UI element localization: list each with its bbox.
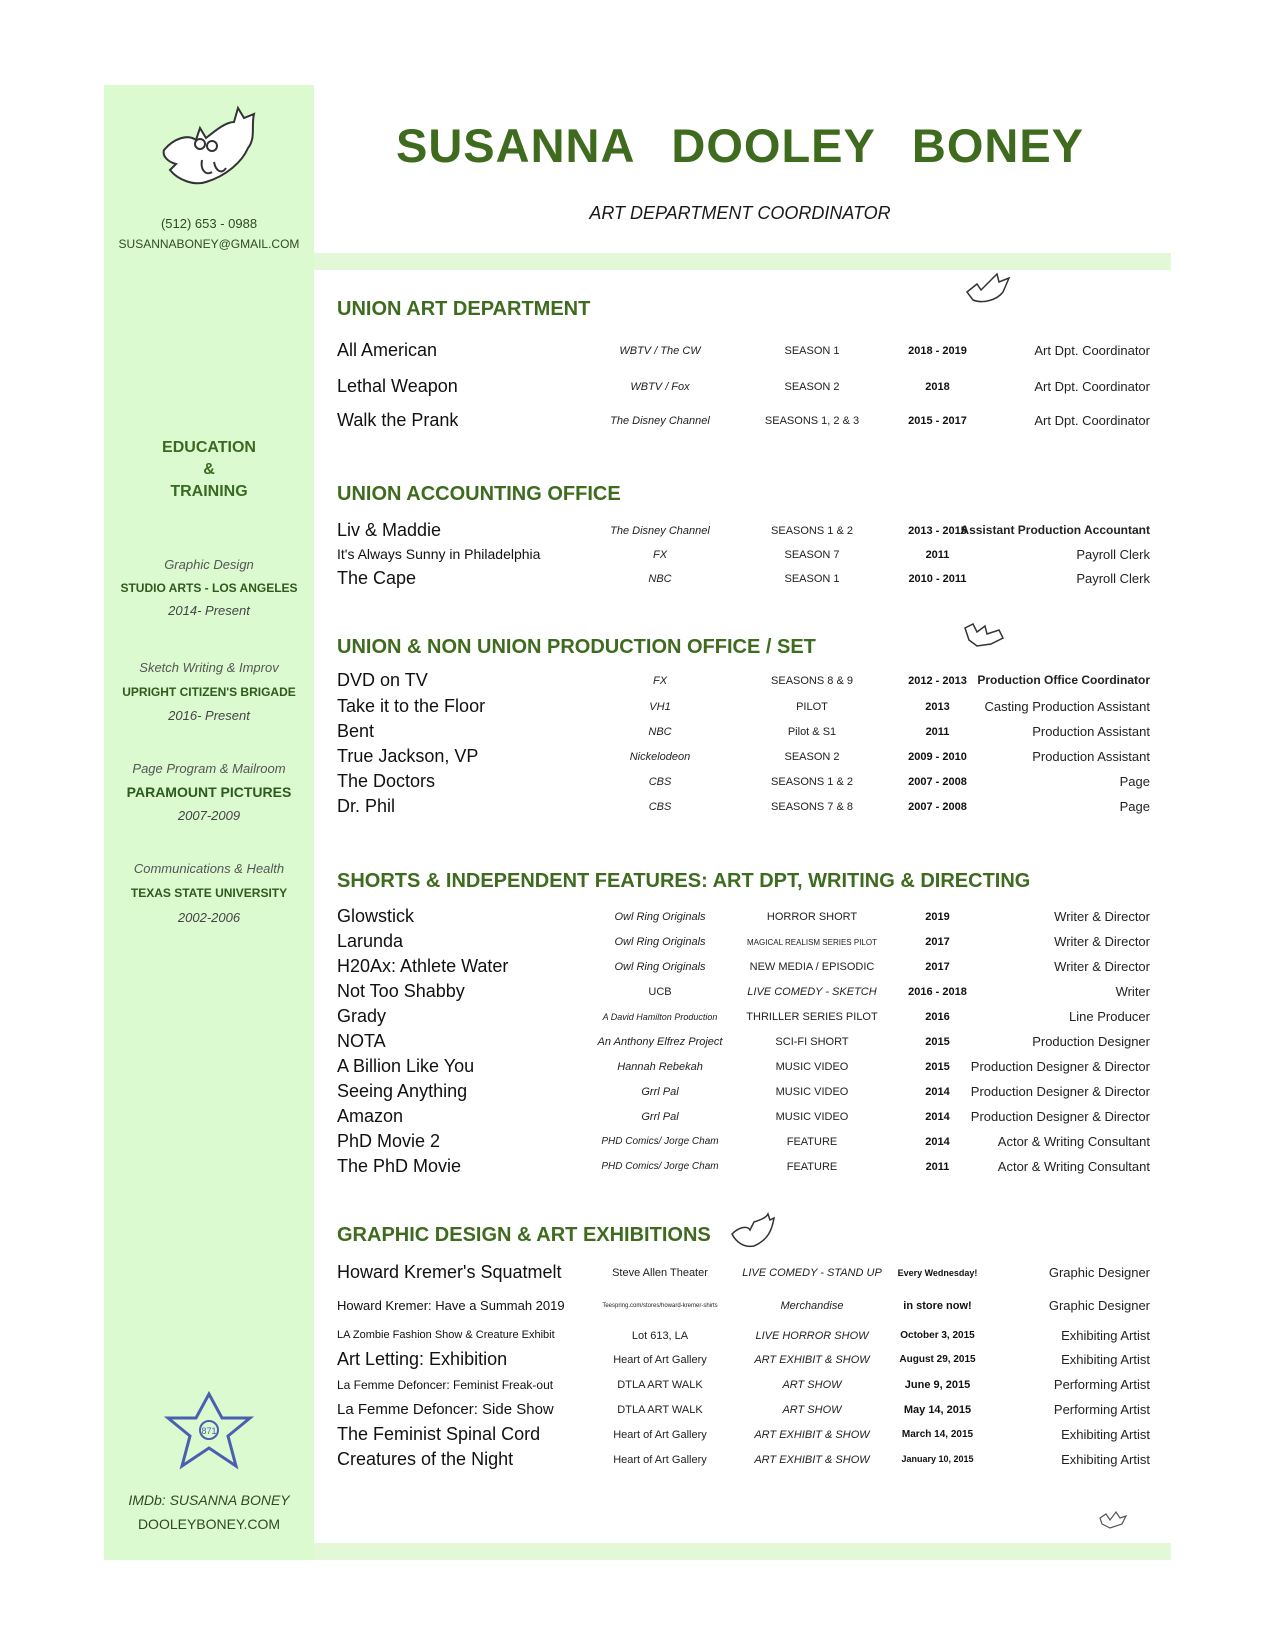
table-row	[337, 1374, 1150, 1396]
divider-band-top	[314, 253, 1171, 270]
name-first: SUSANNA	[395, 119, 636, 172]
bat-doodle-icon	[730, 1212, 776, 1250]
credit-year: 2014	[925, 1086, 950, 1098]
imdb-link[interactable]: IMDb: SUSANNA BONEY	[128, 1492, 290, 1508]
website-link[interactable]: DOOLEYBONEY.COM	[137, 1516, 281, 1532]
credit-season: THRILLER SERIES PILOT	[746, 1011, 878, 1023]
job-title: ART DEPARTMENT COORDINATOR	[589, 203, 891, 223]
table-row	[337, 1449, 1150, 1471]
credit-season: SEASONS 7 & 8	[771, 801, 853, 813]
credit-year: 2018	[925, 381, 950, 393]
bat-doodle-icon	[963, 272, 1011, 308]
credit-title: Not Too Shabby	[337, 981, 465, 1001]
credit-position: Art Dpt. Coordinator	[1034, 379, 1150, 394]
credit-title: Howard Kremer's Squatmelt	[337, 1262, 562, 1282]
credit-network: Grrl Pal	[641, 1111, 679, 1123]
credit-title: The Cape	[337, 568, 417, 588]
table-row	[337, 1156, 1150, 1178]
section-title-graphic-design: GRAPHIC DESIGN & ART EXHIBITIONS	[337, 1224, 711, 1246]
credit-season: NEW MEDIA / EPISODIC	[749, 961, 875, 973]
table-row	[337, 906, 1150, 928]
credit-title: Lethal Weapon	[337, 376, 458, 396]
education-program: Sketch Writing & Improv	[139, 660, 279, 675]
credit-title: Bent	[337, 721, 375, 741]
credit-year: 2013	[925, 701, 950, 713]
person-name	[330, 118, 1150, 173]
credit-season: MUSIC VIDEO	[775, 1111, 849, 1123]
credit-position: Performing Artist	[1053, 1402, 1150, 1417]
credit-position: Production Office Coordinator	[977, 673, 1150, 687]
credit-title: Glowstick	[337, 906, 415, 926]
credit-season: PILOT	[796, 701, 828, 713]
credit-season: SEASONS 1 & 2	[771, 776, 853, 788]
table-row	[337, 1056, 1150, 1078]
credit-position: Line Producer	[1069, 1009, 1150, 1024]
credit-year: 2015 - 2017	[908, 415, 967, 427]
education-program: Graphic Design	[164, 557, 254, 572]
divider-band-bottom	[314, 1543, 1171, 1560]
credit-title: Seeing Anything	[337, 1081, 468, 1101]
table-row	[337, 931, 1150, 953]
credit-title: It's Always Sunny in Philadelphia	[337, 546, 541, 562]
credit-season: ART EXHIBIT & SHOW	[754, 1429, 870, 1441]
credit-year: January 10, 2015	[901, 1454, 974, 1464]
credit-network: FX	[652, 549, 668, 561]
table-row	[337, 1399, 1150, 1421]
credit-network: Nickelodeon	[629, 751, 691, 763]
credit-position: Art Dpt. Coordinator	[1034, 413, 1150, 428]
credit-network: NBC	[648, 573, 672, 585]
table-row	[337, 1349, 1150, 1371]
name-last: BONEY	[911, 119, 1085, 172]
credit-title: LA Zombie Fashion Show & Creature Exhibit	[337, 1329, 555, 1341]
credit-network: Steve Allen Theater	[612, 1267, 708, 1279]
credit-season: ART SHOW	[782, 1379, 842, 1391]
credit-year: June 9, 2015	[904, 1379, 971, 1391]
credit-title: La Femme Defoncer: Side Show	[337, 1401, 554, 1418]
credit-position: Production Assistant	[1032, 749, 1150, 764]
credit-position: Writer & Director	[1054, 959, 1150, 974]
credit-position: Production Designer & Director	[970, 1084, 1150, 1099]
credit-year: 2017	[925, 961, 950, 973]
credit-position: Payroll Clerk	[1076, 571, 1150, 586]
credit-title: NOTA	[337, 1031, 386, 1051]
credit-network: Owl Ring Originals	[614, 911, 706, 923]
credit-position: Production Designer	[1032, 1034, 1150, 1049]
credit-title: Liv & Maddie	[337, 520, 442, 540]
credit-year: 2007 - 2008	[908, 776, 967, 788]
credit-year: 2011	[925, 726, 950, 738]
credit-season: ART SHOW	[782, 1404, 842, 1416]
credit-title: Dr. Phil	[337, 796, 396, 816]
credit-title: DVD on TV	[337, 670, 428, 690]
sidebar	[104, 85, 314, 1560]
table-row	[337, 568, 1150, 590]
education-heading-line-2: &	[203, 461, 215, 478]
credit-position: Art Dpt. Coordinator	[1034, 343, 1150, 358]
credit-title: Howard Kremer: Have a Summah 2019	[337, 1298, 565, 1313]
table-row	[337, 1262, 1150, 1284]
table-row	[337, 1106, 1150, 1128]
credit-position: Writer & Director	[1054, 909, 1150, 924]
table-row	[337, 1006, 1150, 1028]
credit-year: 2011	[925, 1161, 950, 1173]
contact-phone: (512) 653 - 0988	[160, 216, 258, 231]
table-row	[337, 696, 1150, 718]
credit-season: SEASONS 8 & 9	[771, 675, 853, 687]
credit-year: 2019	[925, 911, 950, 923]
credit-position: Payroll Clerk	[1076, 547, 1150, 562]
credit-position: Page	[1119, 774, 1150, 789]
credit-network: NBC	[648, 726, 672, 738]
section-title-shorts: SHORTS & INDEPENDENT FEATURES: ART DPT, WRITING & DIRECTING	[337, 870, 1031, 892]
credit-year: August 29, 2015	[899, 1354, 976, 1365]
credit-position: Actor & Writing Consultant	[997, 1159, 1150, 1174]
contact-email[interactable]: SUSANNABONEY@GMAIL.COM	[118, 237, 300, 251]
education-school: UPRIGHT CITIZEN'S BRIGADE	[122, 685, 296, 699]
credit-title: Art Letting: Exhibition	[337, 1349, 508, 1369]
credit-year: 2014	[925, 1111, 950, 1123]
education-heading-line-1: EDUCATION	[162, 439, 256, 456]
credit-season: SEASONS 1 & 2	[771, 525, 853, 537]
credit-network: Heart of Art Gallery	[613, 1354, 707, 1366]
table-row	[337, 1424, 1150, 1446]
credit-network: CBS	[648, 776, 672, 788]
credit-title: H20Ax: Athlete Water	[337, 956, 509, 976]
credit-year: 2014	[925, 1136, 950, 1148]
education-program: Page Program & Mailroom	[132, 761, 286, 776]
table-row	[337, 410, 1150, 432]
credit-network: WBTV / The CW	[619, 345, 701, 357]
credit-season: ART EXHIBIT & SHOW	[754, 1354, 870, 1366]
credit-title: La Femme Defoncer: Feminist Freak-out	[337, 1378, 554, 1392]
credit-position: Exhibiting Artist	[1061, 1427, 1150, 1442]
credit-year: 2010 - 2011	[908, 573, 967, 585]
credit-title: Amazon	[337, 1106, 404, 1126]
credit-season: SCI-FI SHORT	[775, 1036, 849, 1048]
credit-year: 2017	[925, 936, 950, 948]
table-row	[337, 544, 1150, 566]
credit-year: 2007 - 2008	[908, 801, 967, 813]
credit-year: 2015	[925, 1061, 950, 1073]
table-row	[337, 956, 1150, 978]
credit-title: All American	[337, 340, 438, 360]
credit-position: Exhibiting Artist	[1061, 1328, 1150, 1343]
credit-year: Every Wednesday!	[897, 1268, 978, 1278]
table-row	[337, 796, 1150, 818]
credit-season: FEATURE	[786, 1136, 838, 1148]
education-years: 2016- Present	[168, 708, 250, 723]
credit-position: Actor & Writing Consultant	[997, 1134, 1150, 1149]
table-row	[337, 721, 1150, 743]
education-school: STUDIO ARTS - LOS ANGELES	[120, 581, 298, 595]
credit-position: Casting Production Assistant	[984, 699, 1150, 714]
credit-season: MAGICAL REALISM SERIES PILOT	[747, 938, 877, 947]
bat-doodle-icon	[1098, 1508, 1128, 1530]
credit-network: Heart of Art Gallery	[613, 1429, 707, 1441]
credit-season: SEASON 2	[784, 381, 840, 393]
credit-title: The Doctors	[337, 771, 436, 791]
credit-year: October 3, 2015	[900, 1330, 975, 1341]
credit-year: 2013 - 2015	[908, 525, 967, 537]
credit-title: PhD Movie 2	[337, 1131, 441, 1151]
education-heading	[104, 437, 314, 503]
credit-title: A Billion Like You	[337, 1056, 475, 1076]
table-row	[337, 746, 1150, 768]
credit-title: Grady	[337, 1006, 387, 1026]
credit-season: MUSIC VIDEO	[775, 1086, 849, 1098]
credit-year: May 14, 2015	[903, 1404, 972, 1416]
name-middle: DOOLEY	[671, 119, 876, 172]
credit-position: Performing Artist	[1053, 1377, 1150, 1392]
credit-network: Heart of Art Gallery	[613, 1454, 707, 1466]
iatse-union-logo-icon	[164, 1390, 254, 1472]
credit-position: Production Designer & Director	[970, 1059, 1150, 1074]
credit-season: FEATURE	[786, 1161, 838, 1173]
table-row	[337, 1031, 1150, 1053]
credit-season: ART EXHIBIT & SHOW	[754, 1454, 870, 1466]
bat-logo-icon	[156, 100, 266, 195]
credit-network: FX	[652, 675, 668, 687]
credit-season: SEASON 1	[784, 573, 840, 585]
table-row	[337, 981, 1150, 1003]
credit-network: Owl Ring Originals	[614, 936, 706, 948]
credit-network: VH1	[649, 701, 671, 713]
credit-year: 2016	[925, 1011, 950, 1023]
credit-season: LIVE COMEDY - STAND UP	[742, 1267, 882, 1279]
credit-network: WBTV / Fox	[630, 381, 690, 393]
credit-year: in store now!	[903, 1300, 972, 1312]
credit-network: CBS	[648, 801, 672, 813]
bat-doodle-icon	[963, 620, 1005, 650]
credit-title: Creatures of the Night	[337, 1449, 514, 1469]
credit-network: PHD Comics/ Jorge Cham	[601, 1136, 719, 1147]
education-years: 2014- Present	[168, 603, 250, 618]
credit-position: Exhibiting Artist	[1061, 1452, 1150, 1467]
credit-position: Graphic Designer	[1048, 1265, 1150, 1280]
credit-title: Walk the Prank	[337, 410, 459, 430]
education-program: Communications & Health	[133, 861, 285, 876]
credit-year: 2018 - 2019	[908, 345, 967, 357]
credit-network: A David Hamilton Production	[602, 1012, 718, 1022]
credit-season: SEASONS 1, 2 & 3	[764, 415, 860, 427]
table-row	[337, 1325, 1150, 1347]
table-row	[337, 1081, 1150, 1103]
education-school: TEXAS STATE UNIVERSITY	[130, 886, 288, 900]
credit-title: Take it to the Floor	[337, 696, 486, 716]
credit-network: Lot 613, LA	[631, 1330, 689, 1342]
credit-season: SEASON 2	[784, 751, 840, 763]
credit-position: Exhibiting Artist	[1061, 1352, 1150, 1367]
credit-title: True Jackson, VP	[337, 746, 479, 766]
table-row	[337, 340, 1150, 362]
credit-position: Production Assistant	[1032, 724, 1150, 739]
table-row	[337, 1295, 1150, 1317]
table-row	[337, 520, 1150, 542]
credit-network: Teespring.com/stores/howard-kremer-shirts	[602, 1303, 718, 1309]
credit-year: 2011	[925, 549, 950, 561]
credit-network: Owl Ring Originals	[614, 961, 706, 973]
credit-network: An Anthony Elfrez Project	[597, 1036, 723, 1048]
section-title-production-office: UNION & NON UNION PRODUCTION OFFICE / SET	[337, 636, 816, 658]
education-heading-line-3: TRAINING	[170, 483, 248, 500]
table-row	[337, 771, 1150, 793]
credit-position: Writer	[1115, 984, 1150, 999]
section-title-union-accounting: UNION ACCOUNTING OFFICE	[337, 483, 621, 505]
education-years: 2007-2009	[177, 808, 241, 823]
credit-position: Production Designer & Director	[970, 1109, 1150, 1124]
education-years: 2002-2006	[177, 910, 241, 925]
credit-network: DTLA ART WALK	[617, 1404, 703, 1416]
credit-network: The Disney Channel	[610, 415, 710, 427]
credit-year: March 14, 2015	[901, 1429, 974, 1440]
credit-season: SEASON 1	[784, 345, 840, 357]
credit-position: Graphic Designer	[1048, 1298, 1150, 1313]
credit-network: Hannah Rebekah	[617, 1061, 703, 1073]
credit-title: Larunda	[337, 931, 404, 951]
education-school: PARAMOUNT PICTURES	[126, 784, 292, 800]
credit-season: SEASON 7	[784, 549, 840, 561]
union-logo-number: 871	[201, 1426, 217, 1436]
credit-year: 2015	[925, 1036, 950, 1048]
section-title-union-art: UNION ART DEPARTMENT	[337, 298, 591, 320]
credit-network: DTLA ART WALK	[617, 1379, 703, 1391]
credit-network: PHD Comics/ Jorge Cham	[601, 1161, 719, 1172]
credit-year: 2009 - 2010	[908, 751, 967, 763]
credit-position: Writer & Director	[1054, 934, 1150, 949]
credit-position: Page	[1119, 799, 1150, 814]
credit-season: LIVE COMEDY - SKETCH	[747, 986, 877, 998]
credit-season: Merchandise	[780, 1300, 844, 1312]
credit-title: The Feminist Spinal Cord	[337, 1424, 541, 1444]
credit-network: The Disney Channel	[610, 525, 710, 537]
table-row	[337, 1131, 1150, 1153]
credit-network: Grrl Pal	[641, 1086, 679, 1098]
credit-season: HORROR SHORT	[766, 911, 858, 923]
credit-network: UCB	[648, 986, 672, 998]
credit-season: Pilot & S1	[787, 726, 837, 738]
credit-year: 2012 - 2013	[908, 675, 967, 687]
credit-position: Assistant Production Accountant	[960, 523, 1150, 537]
credit-title: The PhD Movie	[337, 1156, 462, 1176]
table-row	[337, 376, 1150, 398]
credit-year: 2016 - 2018	[908, 986, 967, 998]
table-row	[337, 670, 1150, 692]
credit-season: MUSIC VIDEO	[775, 1061, 849, 1073]
credit-season: LIVE HORROR SHOW	[755, 1330, 869, 1342]
